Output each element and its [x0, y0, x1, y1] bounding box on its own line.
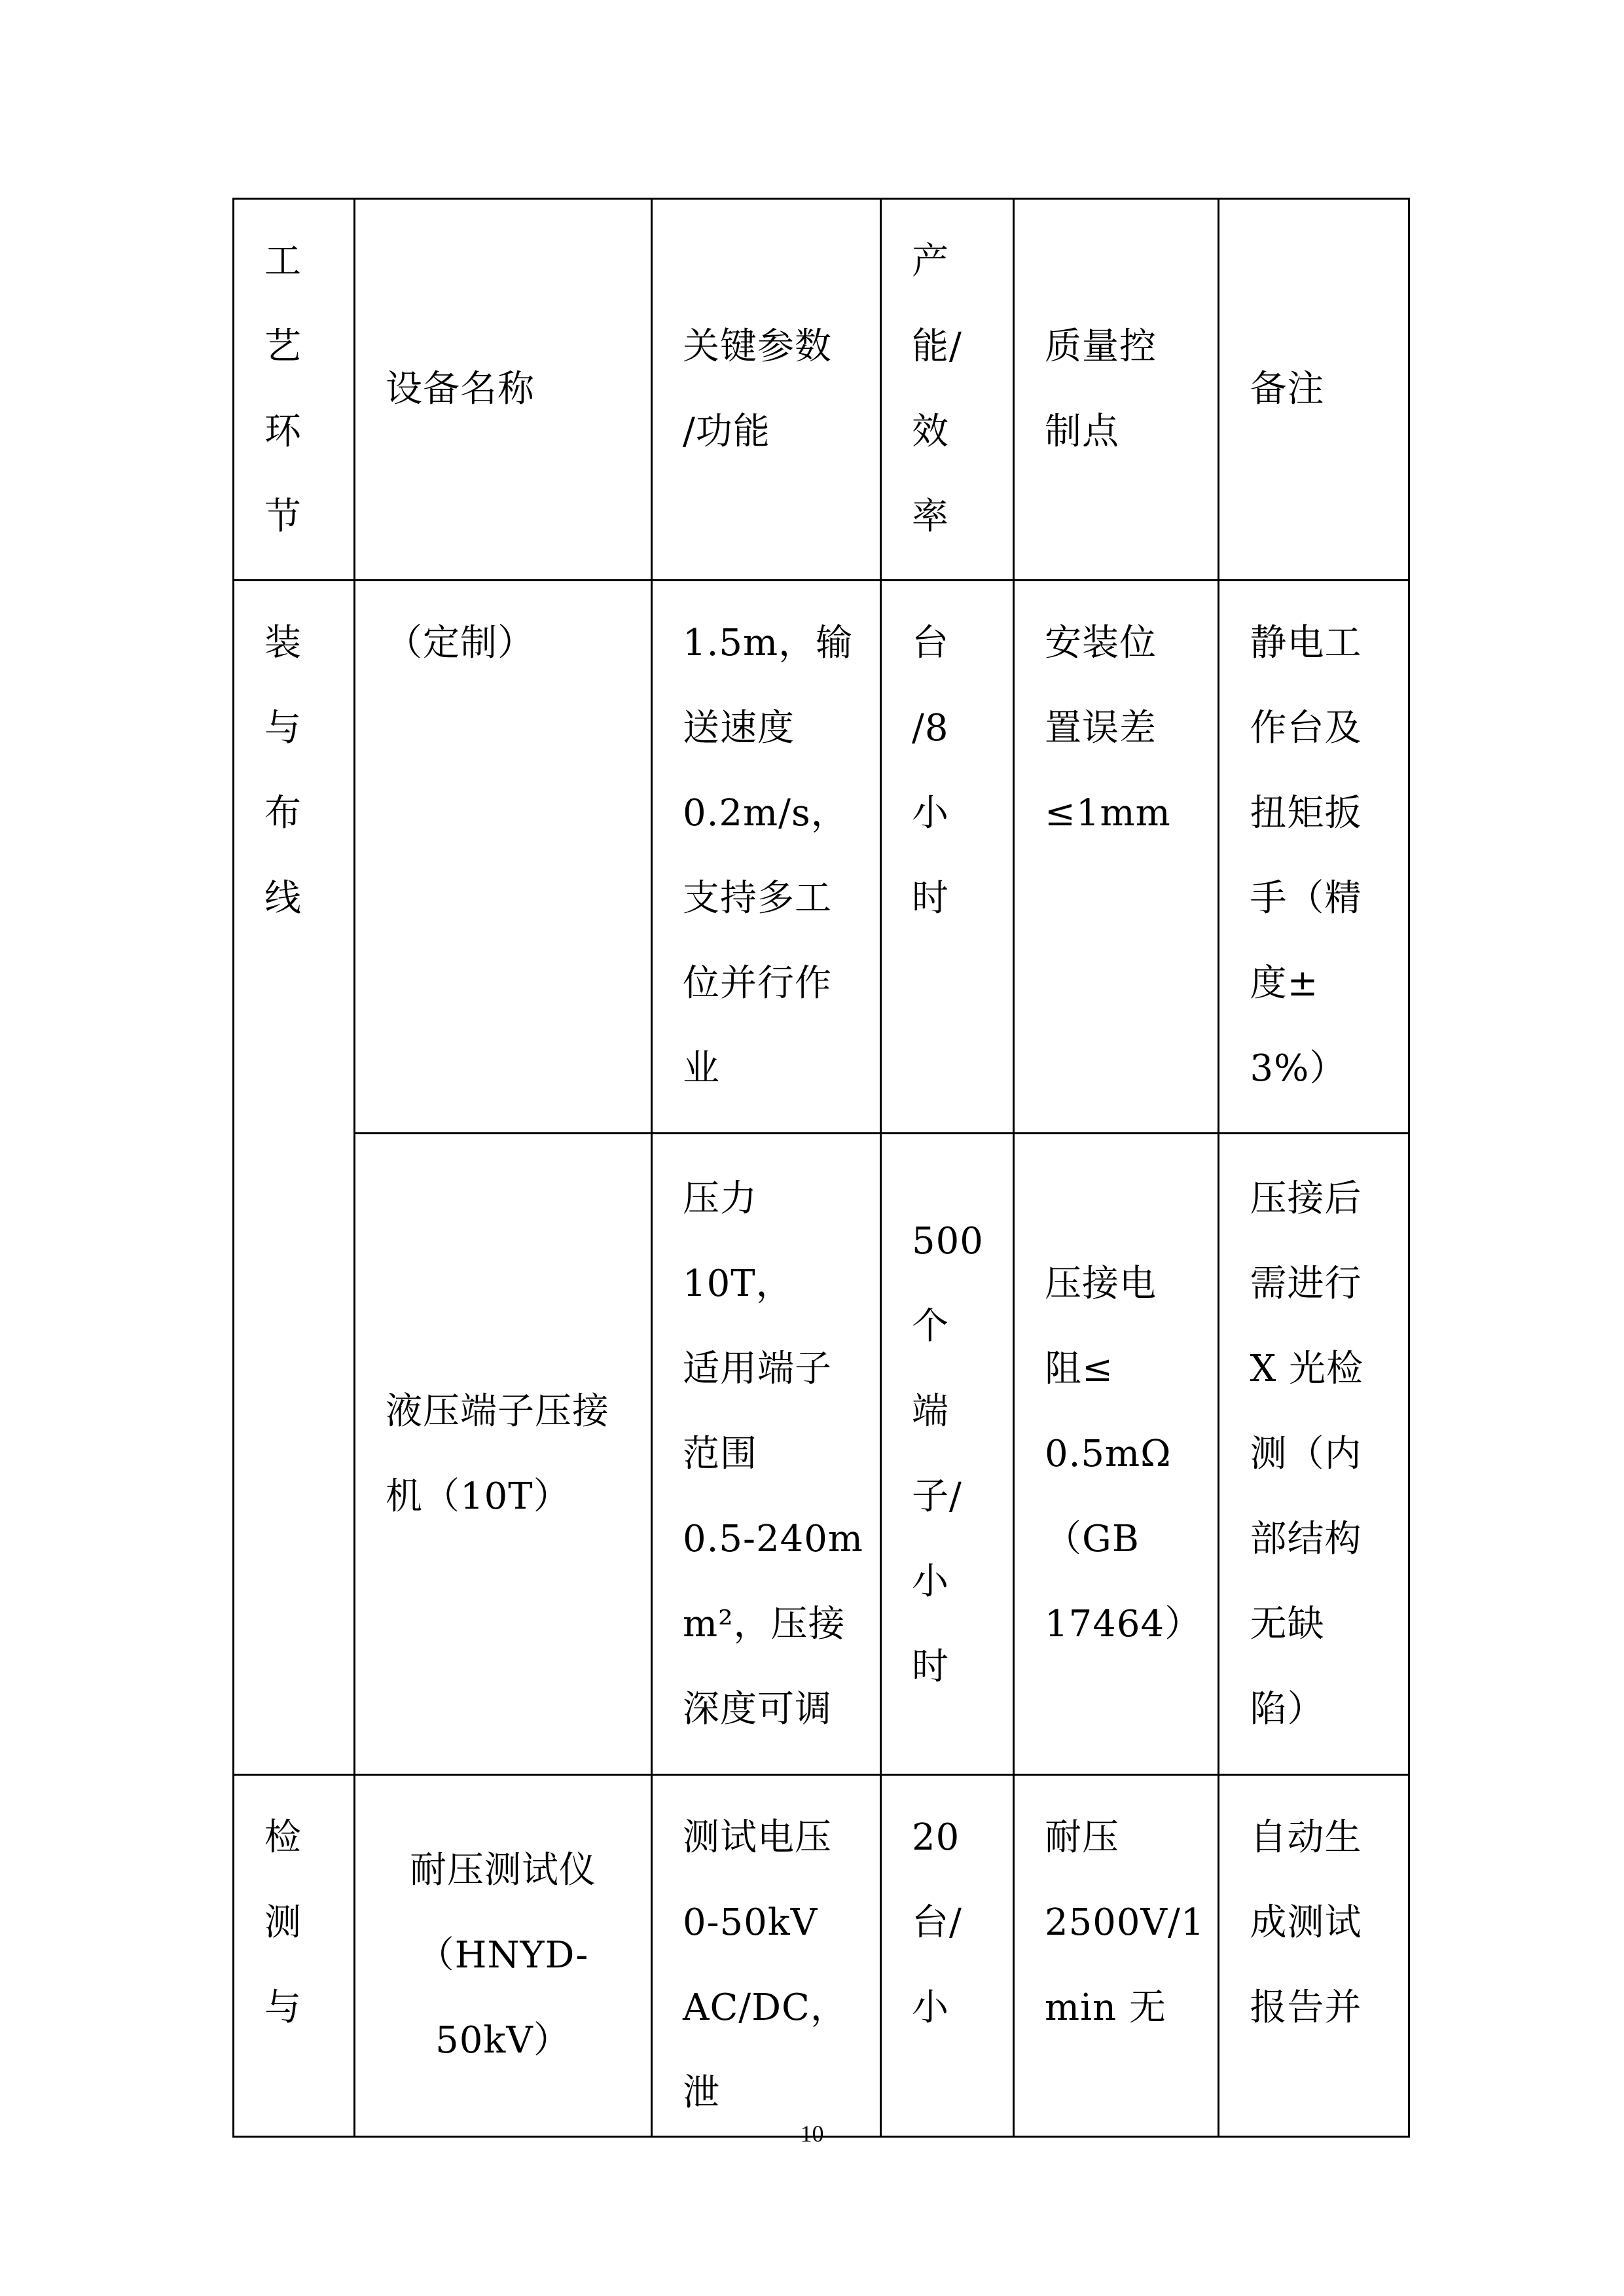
header-cell-params: [652, 199, 881, 581]
header-note-text: 备注: [1250, 368, 1325, 410]
qc-text: 耐压 2500V/1 min 无: [1045, 1816, 1205, 2029]
qc-text: 安装位 置误差 ≤1mm: [1045, 622, 1171, 834]
qc-cell: [1014, 1134, 1219, 1775]
params-cell: [652, 581, 881, 1134]
header-stage-text: 工 艺 环 节: [264, 240, 302, 538]
device-cell: [355, 581, 652, 1134]
table-row: [234, 581, 1409, 1134]
header-qc-text: 质量控 制点: [1045, 325, 1157, 453]
table-header-row: [234, 199, 1409, 581]
note-text: 静电工 作台及 扭矩扳 手（精 度± 3%）: [1250, 622, 1362, 1090]
stage-cell-assembly: [234, 581, 355, 1775]
params-cell: [652, 1134, 881, 1775]
capacity-cell: [881, 581, 1014, 1134]
device-text: （定制）: [386, 622, 535, 664]
note-text: 压接后 需进行 X 光检 测（内 部结构 无缺 陷）: [1250, 1177, 1364, 1731]
capacity-text: 20 台/ 小: [912, 1816, 962, 2029]
stage-testing-text: 检 测 与: [264, 1816, 302, 2029]
capacity-cell: [881, 1775, 1014, 2137]
note-text: 自动生 成测试 报告并: [1250, 1816, 1362, 2029]
note-cell: [1219, 581, 1409, 1134]
params-text: 测试电压 0-50kV AC/DC，泄: [683, 1816, 848, 2114]
header-cell-stage: [234, 199, 355, 581]
table-row: [234, 1775, 1409, 2137]
header-cell-capacity: [881, 199, 1014, 581]
note-cell: [1219, 1134, 1409, 1775]
stage-cell-testing: [234, 1775, 355, 2137]
header-cell-qc: [1014, 199, 1219, 581]
header-params-text: 关键参数 /功能: [683, 325, 832, 453]
device-text: 耐压测试仪 （HNYD-50kV）: [410, 1849, 596, 2062]
capacity-text: 500 个 端 子/ 小 时: [912, 1219, 984, 1688]
table-row: [234, 1134, 1409, 1775]
header-cell-note: [1219, 199, 1409, 581]
device-text: 液压端子压接 机（10T）: [386, 1390, 609, 1518]
qc-cell: [1014, 1775, 1219, 2137]
device-cell: [355, 1775, 652, 2137]
capacity-text: 台 /8 小 时: [912, 622, 949, 920]
header-capacity-text: 产 能/ 效 率: [912, 240, 962, 538]
device-cell: [355, 1134, 652, 1775]
page-number: 10: [800, 2121, 824, 2147]
params-text: 1.5m，输 送速度 0.2m/s， 支持多工 位并行作 业: [683, 622, 854, 1090]
stage-assembly-text: 装 与 布 线: [264, 622, 302, 920]
equipment-table: [232, 198, 1410, 2138]
capacity-cell: [881, 1134, 1014, 1775]
qc-cell: [1014, 581, 1219, 1134]
note-cell: [1219, 1775, 1409, 2137]
params-text: 压力 10T， 适用端子 范围 0.5-240m m²，压接 深度可调: [683, 1177, 863, 1731]
header-device-text: 设备名称: [386, 368, 535, 410]
qc-text: 压接电 阻≤ 0.5mΩ （GB 17464）: [1045, 1262, 1202, 1645]
header-cell-device: [355, 199, 652, 581]
params-cell: [652, 1775, 881, 2137]
